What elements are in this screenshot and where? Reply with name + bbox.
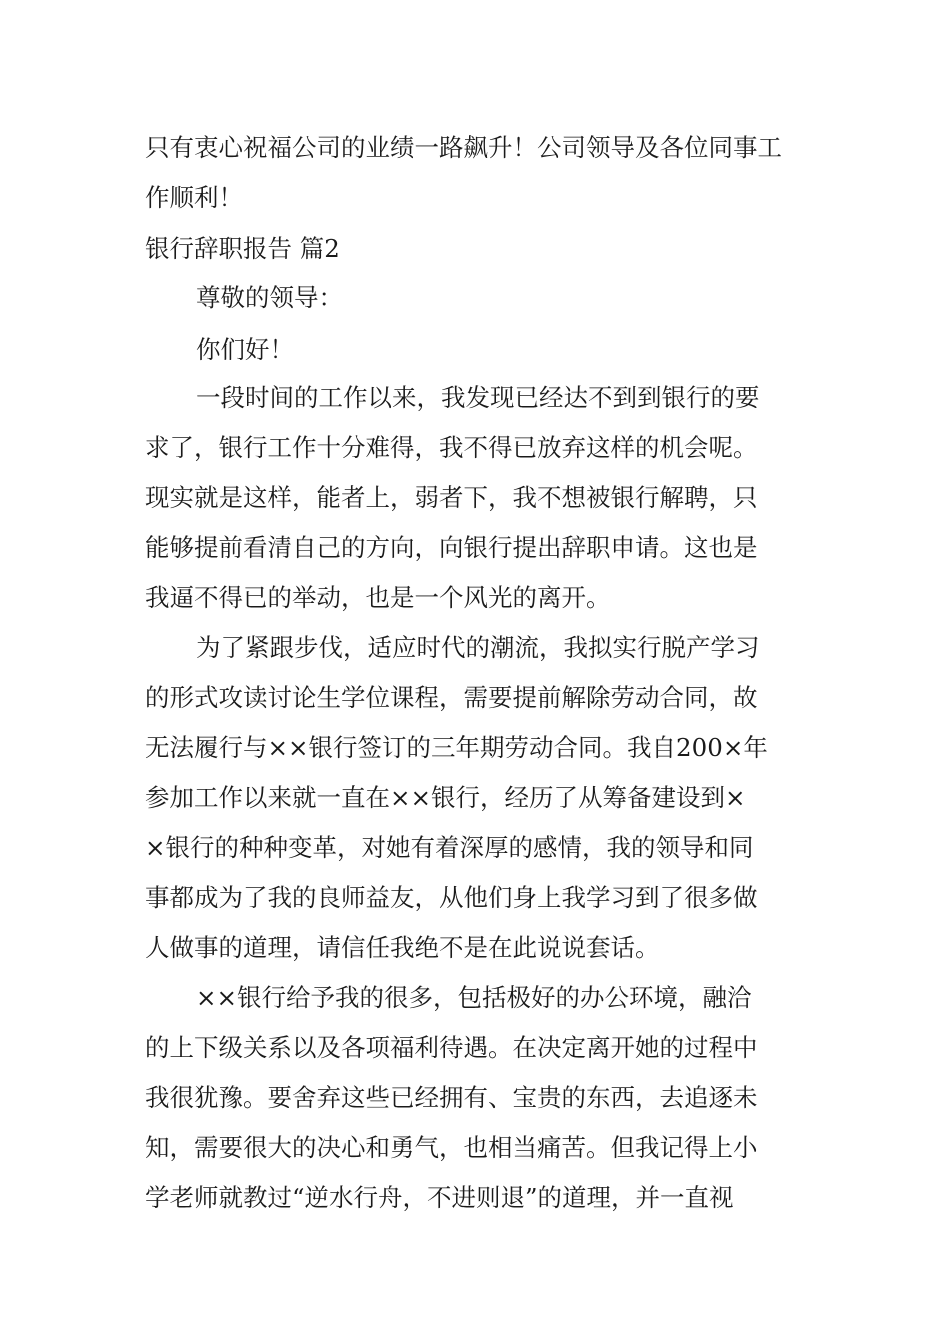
- text-line-2: 作顺利！: [145, 183, 243, 212]
- paragraph-1-line-1: 一段时间的工作以来，我发现已经达不到到银行的要: [196, 383, 760, 412]
- paragraph-3-line-5: 学老师就教过“逆水行舟，不进则退”的道理，并一直视: [145, 1183, 734, 1212]
- paragraph-2-line-6: 事都成为了我的良师益友，从他们身上我学习到了很多做: [145, 883, 758, 912]
- paragraph-2-line-1: 为了紧跟步伐，适应时代的潮流，我拟实行脱产学习: [196, 633, 760, 662]
- paragraph-2-line-3: 无法履行与××银行签订的三年期劳动合同。我自200×年: [145, 733, 768, 762]
- paragraph-1-line-4: 能够提前看清自己的方向，向银行提出辞职申请。这也是: [145, 533, 758, 562]
- paragraph-3-line-3: 我很犹豫。要舍弃这些已经拥有、宝贵的东西，去追逐未: [145, 1083, 758, 1112]
- paragraph-2-line-4: 参加工作以来就一直在××银行，经历了从筹备建设到×: [145, 783, 746, 812]
- paragraph-2-line-7: 人做事的道理，请信任我绝不是在此说说套话。: [145, 933, 660, 962]
- section-heading: 银行辞职报告 篇2: [145, 234, 340, 263]
- paragraph-1-line-5: 我逼不得已的举动，也是一个风光的离开。: [145, 583, 611, 612]
- paragraph-3-line-2: 的上下级关系以及各项福利待遇。在决定离开她的过程中: [145, 1033, 758, 1062]
- paragraph-1-line-2: 求了，银行工作十分难得，我不得已放弃这样的机会呢。: [145, 433, 758, 462]
- text-line-1: 只有衷心祝福公司的业绩一路飙升！公司领导及各位同事工: [145, 133, 782, 162]
- paragraph-2-line-2: 的形式攻读讨论生学位课程，需要提前解除劳动合同，故: [145, 683, 758, 712]
- paragraph-3-line-4: 知，需要很大的决心和勇气，也相当痛苦。但我记得上小: [145, 1133, 758, 1162]
- paragraph-1-line-3: 现实就是这样，能者上，弱者下，我不想被银行解聘，只: [145, 483, 758, 512]
- salutation: 尊敬的领导：: [196, 283, 343, 312]
- paragraph-2-line-5: ×银行的种种变革，对她有着深厚的感情，我的领导和同: [145, 833, 754, 862]
- paragraph-3-line-1: ××银行给予我的很多，包括极好的办公环境，融洽: [196, 983, 752, 1012]
- greeting: 你们好！: [196, 335, 294, 364]
